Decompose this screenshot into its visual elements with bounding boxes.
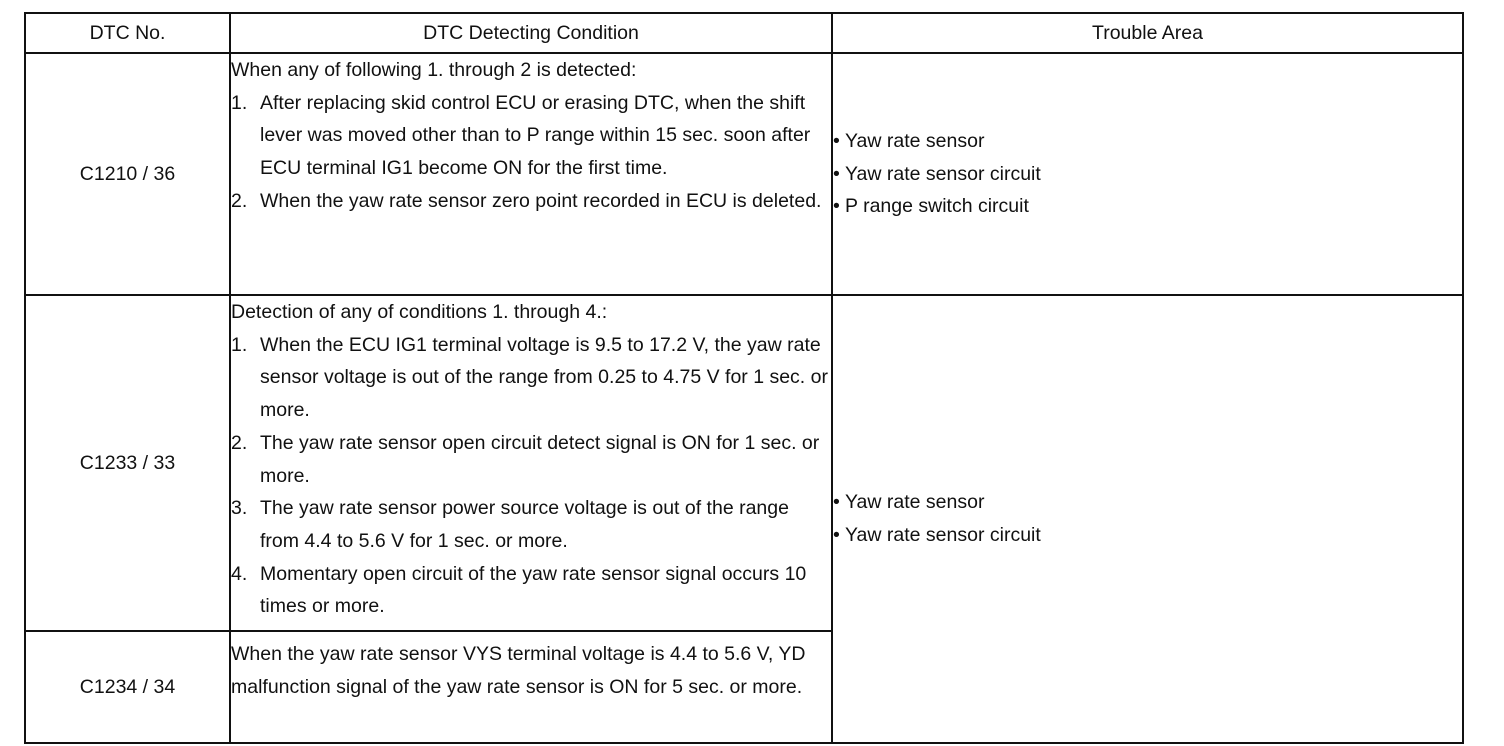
condition-number: 1. [231, 333, 248, 356]
condition-intro: When any of following 1. through 2 is detected: [231, 59, 637, 81]
condition-text: Momentary open circuit of the yaw rate sensor signal occurs 10 times or more. [260, 562, 807, 618]
bullet-icon: • [833, 129, 840, 152]
condition-intro: When the yaw rate sensor VYS terminal voltage is 4.4 to 5.6 V, YD malfunction signal of the yaw rate sensor is ON for 5 sec. or more. [231, 643, 806, 698]
condition-number: 3. [231, 497, 248, 520]
condition-number: 2. [231, 189, 248, 212]
condition-number: 2. [231, 431, 248, 454]
trouble-area-item [833, 486, 1462, 519]
header-row [25, 13, 1463, 53]
condition-text: When the ECU IG1 terminal voltage is 9.5 to 17.2 V, the yaw rate sensor voltage is out of the range from 0.25 to 4.75 V for 1 sec. or more. [260, 333, 828, 422]
dtc-code: C1210 / 36 [25, 53, 230, 295]
trouble-area-text: Yaw rate sensor [845, 129, 985, 152]
condition-text: The yaw rate sensor open circuit detect signal is ON for 1 sec. or more. [260, 431, 820, 487]
trouble-area-item [833, 125, 1462, 158]
bullet-icon: • [833, 524, 840, 546]
condition-number: 1. [231, 91, 248, 114]
header-trouble-area: Trouble Area [832, 13, 1463, 53]
detecting-condition [230, 53, 832, 295]
trouble-area-list [833, 486, 1462, 551]
table-row [25, 295, 1463, 631]
condition-item [231, 427, 831, 492]
trouble-area-item [833, 519, 1462, 552]
condition-item [231, 329, 831, 427]
bullet-icon: • [833, 491, 840, 514]
dtc-table [24, 12, 1464, 744]
condition-text: When the yaw rate sensor zero point recorded in ECU is deleted. [260, 189, 822, 212]
condition-item [231, 185, 831, 218]
trouble-area-text: P range switch circuit [845, 195, 1029, 218]
trouble-area-text: Yaw rate sensor circuit [845, 524, 1041, 546]
table-row [25, 53, 1463, 295]
trouble-area-text: Yaw rate sensor circuit [845, 162, 1041, 185]
condition-list [231, 329, 831, 623]
bullet-icon: • [833, 195, 840, 218]
condition-text: The yaw rate sensor power source voltage is out of the range from 4.4 to 5.6 V for 1 sec. or more. [260, 497, 789, 552]
condition-item [231, 492, 831, 557]
trouble-area-list [833, 125, 1462, 223]
condition-number: 4. [231, 562, 248, 585]
condition-list [231, 87, 831, 218]
detecting-condition [230, 631, 832, 743]
bullet-icon: • [833, 162, 840, 185]
trouble-area [832, 53, 1463, 295]
condition-item [231, 87, 831, 185]
trouble-area [832, 295, 1463, 743]
trouble-area-item [833, 158, 1462, 191]
condition-item [231, 558, 831, 623]
dtc-code: C1234 / 34 [25, 631, 230, 743]
header-dtc-no: DTC No. [25, 13, 230, 53]
trouble-area-item [833, 190, 1462, 223]
condition-text: After replacing skid control ECU or erasing DTC, when the shift lever was moved other than to P range within 15 sec. soon after ECU terminal IG1 become ON for the first time. [260, 91, 811, 180]
condition-intro: Detection of any of conditions 1. through 4.: [231, 301, 608, 323]
dtc-code: C1233 / 33 [25, 295, 230, 631]
header-condition: DTC Detecting Condition [230, 13, 832, 53]
detecting-condition [230, 295, 832, 631]
trouble-area-text: Yaw rate sensor [845, 491, 985, 514]
